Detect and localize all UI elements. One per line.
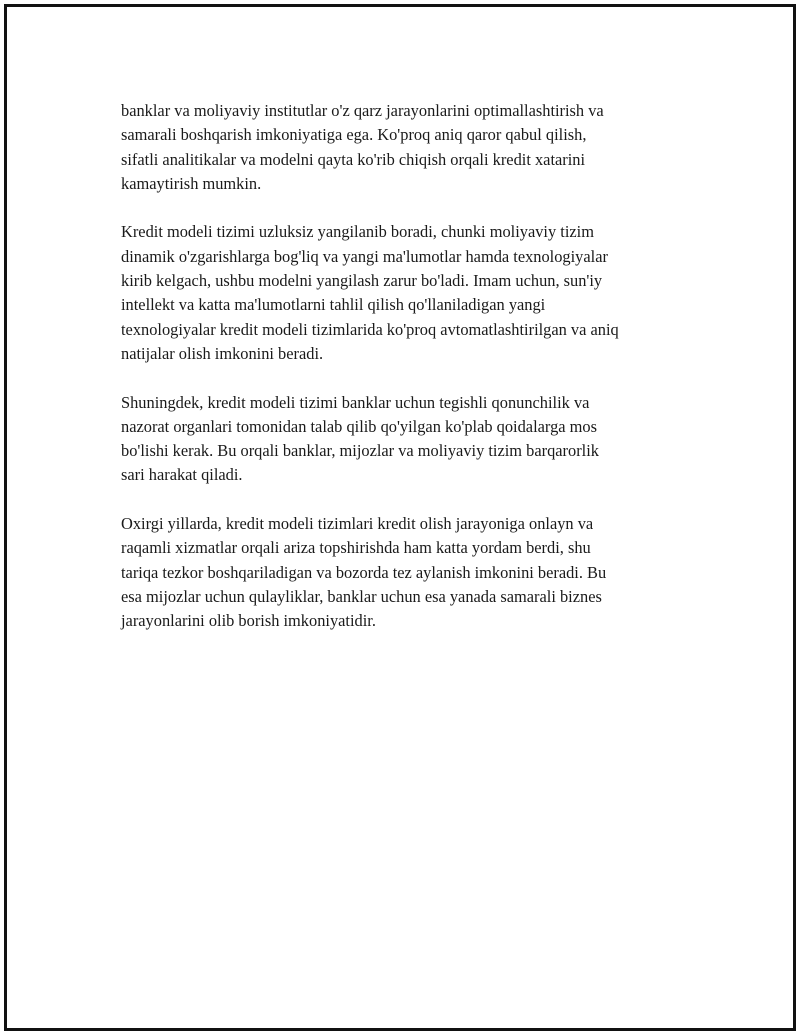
paragraph-3 (121, 391, 683, 488)
text-line: Kredit modeli tizimi uzluksiz yangilanib boradi, chunki moliyaviy tizim (121, 222, 594, 242)
text-line: Shuningdek, kredit modeli tizimi banklar uchun tegishli qonunchilik va (121, 392, 590, 412)
document-body (121, 99, 683, 658)
paragraph-1 (121, 99, 683, 196)
paragraph-2 (121, 220, 683, 366)
text-line: intellekt va katta ma'lumotlarni tahlil qilish qo'llaniladigan yangi (121, 295, 546, 315)
text-line: banklar va moliyaviy institutlar o'z qarz jarayonlarini optimallashtirish va (121, 101, 604, 120)
text-line: kamaytirish mumkin. (121, 173, 262, 193)
text-line: dinamik o'zgarishlarga bog'liq va yangi ma'lumotlar hamda texnologiyalar (121, 246, 608, 266)
text-line: jarayonlarini olib borish imkoniyatidir. (121, 611, 376, 631)
text-line: bo'lishi kerak. Bu orqali banklar, mijozlar va moliyaviy tizim barqarorlik (121, 441, 599, 461)
text-line: texnologiyalar kredit modeli tizimlarida ko'proq avtomatlashtirilgan va aniq (121, 319, 619, 339)
text-line: tariqa tezkor boshqariladigan va bozorda tez aylanish imkonini beradi. Bu (121, 562, 607, 582)
text-line: raqamli xizmatlar orqali ariza topshirishda ham katta yordam berdi, shu (121, 538, 591, 558)
text-line: esa mijozlar uchun qulayliklar, banklar uchun esa yanada samarali biznes (121, 586, 602, 606)
text-line: nazorat organlari tomonidan talab qilib qo'yilgan ko'plab qoidalarga mos (121, 416, 597, 436)
paragraph-4 (121, 512, 683, 633)
page-frame (4, 4, 796, 1031)
text-line: natijalar olish imkonini beradi. (121, 343, 324, 363)
text-line: kirib kelgach, ushbu modelni yangilash zarur bo'ladi. Imam uchun, sun'iy (121, 271, 603, 291)
text-line: samarali boshqarish imkoniyatiga ega. Ko'proq aniq qaror qabul qilish, (121, 125, 587, 145)
text-line: sari harakat qiladi. (121, 465, 243, 485)
text-line: sifatli analitikalar va modelni qayta ko'rib chiqish orqali kredit xatarini (121, 149, 586, 169)
text-line: Oxirgi yillarda, kredit modeli tizimlari kredit olish jarayoniga onlayn va (121, 514, 594, 534)
